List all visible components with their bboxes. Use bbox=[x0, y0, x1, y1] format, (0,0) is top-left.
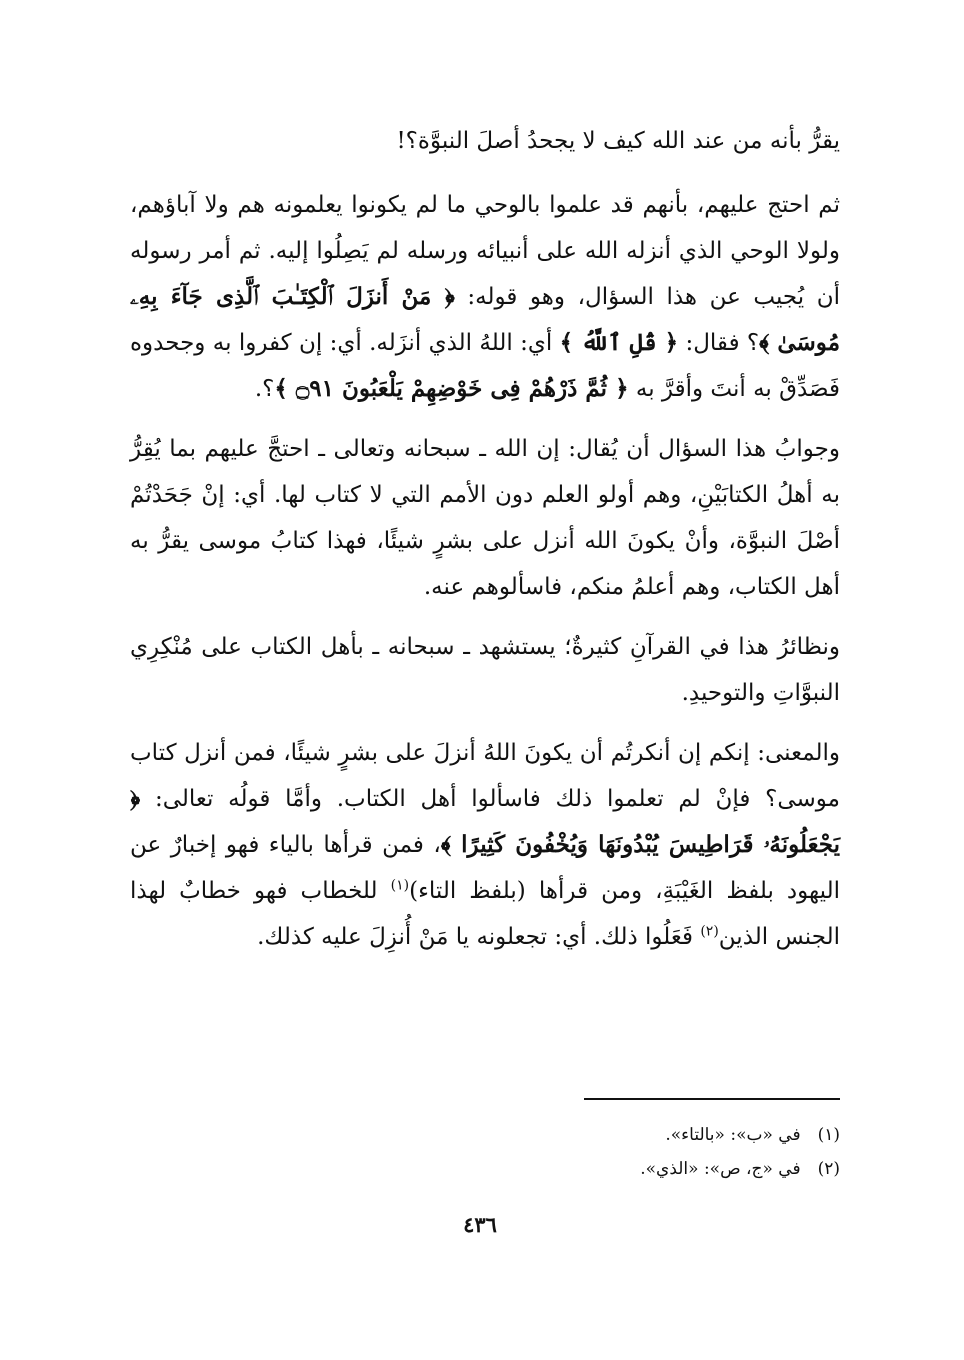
page-body bbox=[130, 118, 840, 974]
paragraph-5 bbox=[130, 730, 840, 960]
paragraph-1-text: يقرُّ بأنه من عند الله كيف لا يجحدُ أصلَ النبوَّة؟! bbox=[396, 128, 840, 154]
footnote-divider bbox=[584, 1098, 840, 1100]
quran-verse-4: ﴿ يَجْعَلُونَهُۥ قَرَاطِيسَ يُبْدُونَهَا وَيُخْفُونَ كَثِيرًا ﴾ bbox=[130, 785, 840, 858]
footnote-ref-2: (٢) bbox=[700, 923, 719, 940]
footnote-ref-1: (١) bbox=[390, 877, 410, 894]
quran-verse-2: ﴿ قُلِ ٱللَّهُ ﴾ bbox=[559, 329, 679, 356]
footnote-2-number: (٢) bbox=[817, 1159, 840, 1179]
paragraph-5-text-a: والمعنى: إنكم إن أنكرتُم أن يكونَ اللهُ أنزلَ على بشرٍ شيئًا، فمن أنزل كتاب موسى؟ فإنْ لم تعلموا ذلك فاسألوا أهل الكتاب. وأمَّا قولُه تعالى: bbox=[130, 740, 840, 812]
footnote-2 bbox=[500, 1152, 840, 1186]
paragraph-2-text-c: أي: اللهُ الذي أنزَله. أي: إن كفروا به وجحدوه فَصَدِّقْ به أنتَ وأقرَّ به bbox=[130, 330, 840, 402]
paragraph-2-text-d: ؟. bbox=[254, 376, 275, 402]
footnote-2-text: في «ج، ص»: «الذي». bbox=[640, 1159, 801, 1179]
footnotes bbox=[500, 1118, 840, 1186]
quran-verse-1: ﴿ مَنْ أَنزَلَ ٱلْكِتَـٰبَ ٱلَّذِى جَآءَ بِهِۦ مُوسَىٰ ﴾ bbox=[130, 283, 841, 356]
footnote-1-number: (١) bbox=[817, 1125, 840, 1145]
paragraph-2 bbox=[130, 182, 840, 412]
paragraph-5-text-b: ، فمن قرأها بالياء فهو إخبارٌ عن اليهود بلفظ الغَيْبَةِ، ومن قرأها (بلفظ التاء) bbox=[130, 832, 840, 904]
page-number: ٤٣٦ bbox=[463, 1212, 497, 1237]
paragraph-3 bbox=[130, 426, 840, 610]
paragraph-5-text-d: فَعَلُوا ذلك. أي: تجعلونه يا مَنْ أُنزِلَ عليه كذلك. bbox=[257, 924, 701, 950]
footnote-1 bbox=[500, 1118, 840, 1152]
paragraph-4-text: ونظائرُ هذا في القرآنِ كثيرةٌ؛ يستشهد ـ سبحانه ـ بأهل الكتاب على مُنْكِرِي النبوَّاتِ والتوحيدِ. bbox=[130, 634, 840, 706]
quran-verse-3: ﴿ ثُمَّ ذَرْهُمْ فِى خَوْضِهِمْ يَلْعَبُونَ ۝٩١ ﴾ bbox=[274, 375, 629, 402]
paragraph-3-text: وجوابُ هذا السؤال أن يُقال: إن الله ـ سبحانه وتعالى ـ احتجَّ عليهم بما يُقِرُّ به أهلُ الكتابَيْنِ، وهم أولو العلم دون الأمم التي لا كتاب لها. أي: إنْ جَحَدْتُمْ أصْلَ النبوَّة، وأنْ يكونَ الله أنزل على بشرٍ شيئًا، فهذا كتابُ موسى يقرُّ به أهل الكتاب، وهم أعلمُ منكم، فاسألوهم عنه. bbox=[130, 436, 840, 600]
footnote-1-text: في «ب»: «بالتاء». bbox=[665, 1125, 801, 1145]
paragraph-2-text-a: ثم احتج عليهم، بأنهم قد علموا بالوحي ما لم يكونوا يعلمونه هم ولا آباؤهم، ولولا الوحي الذي أنزله الله على أنبيائه ورسله لم يَصِلُوا إليه. ثم أمر رسوله أن يُجيب عن هذا السؤال، وهو قوله: bbox=[130, 192, 840, 310]
paragraph-1 bbox=[130, 118, 840, 164]
paragraph-4 bbox=[130, 624, 840, 716]
paragraph-5-text-c: للخطاب فهو خطابٌ لهذا الجنس الذين bbox=[130, 878, 840, 950]
paragraph-2-text-b: ؟ فقال: bbox=[678, 330, 760, 356]
